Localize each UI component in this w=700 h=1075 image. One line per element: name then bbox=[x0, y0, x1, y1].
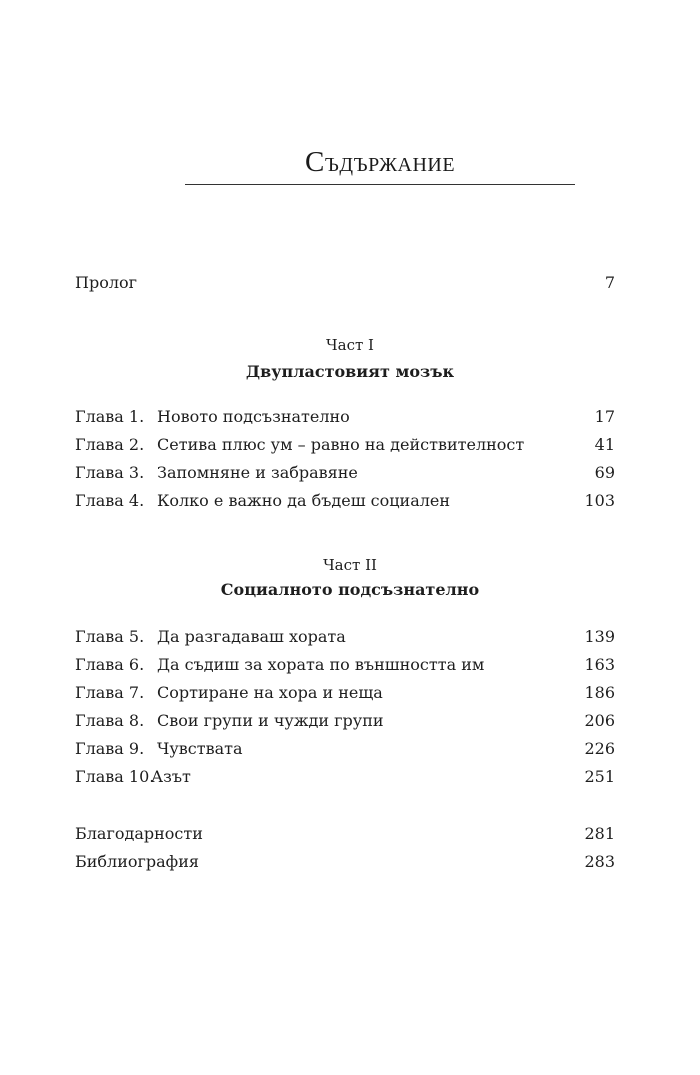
toc-entry-chapter-6[interactable] bbox=[75, 653, 615, 677]
entry-title: Благодарности bbox=[75, 824, 203, 843]
chapter-label: Глава 1. bbox=[75, 407, 145, 426]
toc-entry-chapter-8[interactable] bbox=[75, 709, 615, 733]
toc-entry-chapter-9[interactable] bbox=[75, 737, 615, 761]
chapter-label: Глава 7. bbox=[75, 683, 145, 702]
chapter-title: Свои групи и чужди групи bbox=[157, 711, 384, 730]
page-number: 139 bbox=[584, 627, 615, 646]
page-number: 186 bbox=[584, 683, 615, 702]
chapter-label: Глава 8. bbox=[75, 711, 145, 730]
part-label: Част I bbox=[326, 336, 374, 354]
chapter-label: Глава 3. bbox=[75, 463, 145, 482]
toc-entry-chapter-7[interactable] bbox=[75, 681, 615, 705]
toc-entry-bibliography[interactable] bbox=[75, 850, 615, 874]
chapter-title: Запомняне и забравяне bbox=[157, 463, 358, 482]
toc-entry-chapter-5[interactable] bbox=[75, 625, 615, 649]
page-title: Съдържание bbox=[304, 146, 456, 178]
page-number: 206 bbox=[584, 711, 615, 730]
toc-entry-chapter-10[interactable] bbox=[75, 765, 615, 789]
chapter-label: Глава 6. bbox=[75, 655, 145, 674]
page-number: 163 bbox=[584, 655, 615, 674]
page-number: 17 bbox=[594, 407, 615, 426]
page-number: 226 bbox=[584, 739, 615, 758]
chapter-label: Глава 10. bbox=[75, 767, 155, 786]
chapter-label: Глава 4. bbox=[75, 491, 145, 510]
chapter-title: Азът bbox=[151, 767, 191, 786]
chapter-title: Чувствата bbox=[157, 739, 243, 758]
chapter-label: Глава 9. bbox=[75, 739, 145, 758]
part-title: Двупластовият мозък bbox=[245, 362, 455, 381]
chapter-title: Колко е важно да бъдеш социален bbox=[157, 491, 451, 510]
chapter-label: Глава 5. bbox=[75, 627, 145, 646]
chapter-title: Да съдиш за хората по външността им bbox=[157, 655, 485, 674]
chapter-title: Да разгадаваш хората bbox=[157, 627, 346, 646]
toc-entry-chapter-1[interactable] bbox=[75, 405, 615, 429]
chapter-label: Глава 2. bbox=[75, 435, 145, 454]
part-title: Социалното подсъзнателно bbox=[220, 580, 480, 599]
page-number: 103 bbox=[584, 491, 615, 510]
title-underline bbox=[185, 184, 575, 185]
chapter-title: Сетива плюс ум – равно на действителност bbox=[157, 435, 525, 454]
toc-entry-chapter-2[interactable] bbox=[75, 433, 615, 457]
toc-entry-prolog[interactable] bbox=[75, 271, 615, 295]
toc-entry-acknowledgements[interactable] bbox=[75, 822, 615, 846]
part-label: Част II bbox=[323, 556, 377, 574]
page-number: 283 bbox=[584, 852, 615, 871]
page-number: 251 bbox=[584, 767, 615, 786]
page-number: 41 bbox=[594, 435, 615, 454]
entry-title: Пролог bbox=[75, 273, 138, 292]
chapter-title: Сортиране на хора и неща bbox=[157, 683, 383, 702]
page-number: 7 bbox=[604, 273, 615, 292]
toc-entry-chapter-4[interactable] bbox=[75, 489, 615, 513]
page-number: 69 bbox=[594, 463, 615, 482]
entry-title: Библиография bbox=[75, 852, 199, 871]
page-number: 281 bbox=[584, 824, 615, 843]
chapter-title: Новото подсъзнателно bbox=[157, 407, 350, 426]
toc-entry-chapter-3[interactable] bbox=[75, 461, 615, 485]
